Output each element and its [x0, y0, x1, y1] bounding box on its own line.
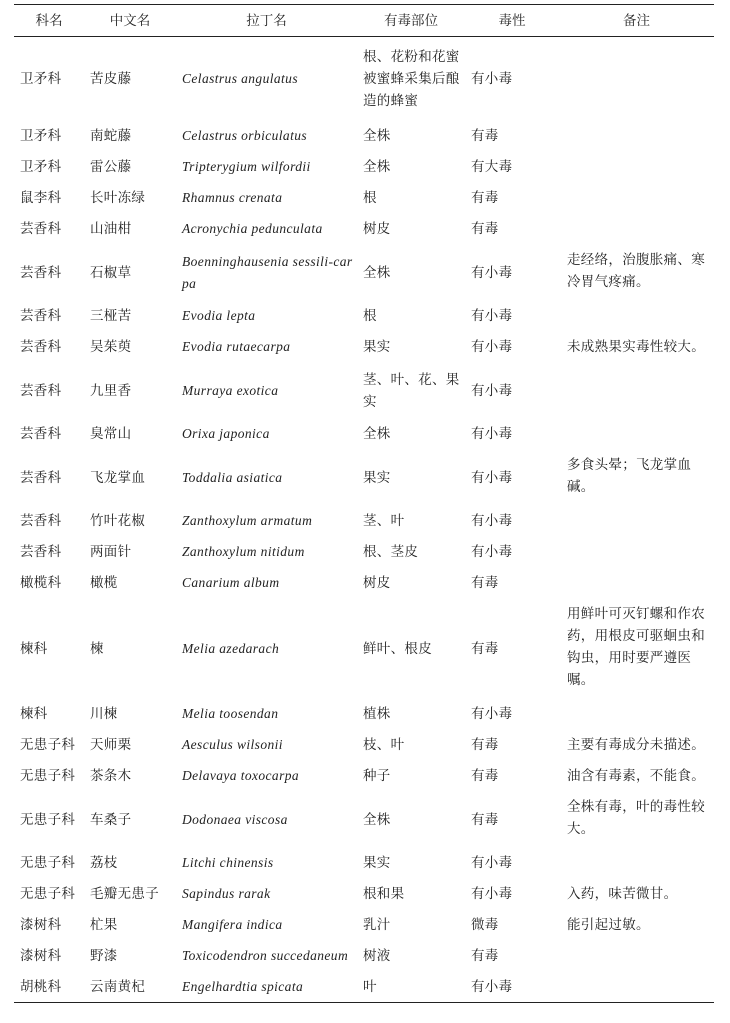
- cell-latin-name: Zanthoxylum nitidum: [182, 544, 305, 559]
- cell-toxicity: 有毒: [471, 575, 499, 591]
- cell-chinese-name: 杧果: [90, 917, 118, 933]
- cell-remarks: [559, 537, 714, 568]
- cell-remarks: [559, 301, 714, 332]
- cell-latin-name: Toxicodendron succedaneum: [182, 948, 349, 963]
- table-row: [14, 450, 714, 506]
- cell-chinese-name: 荔枝: [90, 855, 118, 871]
- cell-remarks: [559, 506, 714, 537]
- cell-latin-name: Delavaya toxocarpa: [182, 768, 300, 783]
- cell-chinese-name: 雷公藤: [90, 159, 132, 175]
- cell-toxic-part: 根和果: [363, 886, 405, 902]
- cell-remarks: [559, 941, 714, 972]
- cell-remarks: 未成熟果实毒性较大。: [567, 338, 705, 355]
- cell-latin-name: Engelhardtia spicata: [176, 972, 357, 1003]
- cell-chinese-name: 云南黄杞: [84, 972, 176, 1003]
- cell-toxic-part: 鲜叶、根皮: [363, 640, 432, 657]
- cell-toxic-part: 果实: [363, 855, 391, 871]
- cell-remarks: [559, 419, 714, 450]
- cell-toxic-part: 全株: [363, 426, 391, 442]
- cell-family: 无患子科: [20, 768, 76, 784]
- table-row: [14, 941, 714, 972]
- cell-family: 鼠李科: [20, 190, 62, 206]
- cell-toxicity: 有小毒: [471, 513, 513, 529]
- table-row: [14, 537, 714, 568]
- table-row: [14, 214, 714, 245]
- header-row: [14, 5, 714, 37]
- cell-family: 芸香科: [20, 426, 62, 442]
- table-body: [14, 37, 714, 1003]
- cell-family: 芸香科: [20, 544, 62, 560]
- cell-remarks: 能引起过敏。: [567, 916, 650, 933]
- cell-latin-name: Sapindus rarak: [182, 886, 271, 901]
- header-toxicity: 毒性: [465, 5, 559, 37]
- cell-chinese-name: 天师栗: [90, 737, 132, 753]
- header-remarks: 备注: [559, 5, 714, 37]
- cell-latin-name: Zanthoxylum armatum: [182, 513, 313, 528]
- cell-remarks: 油含有毒素，不能食。: [567, 767, 705, 784]
- table-row: [14, 792, 714, 848]
- cell-toxic-part: 树液: [363, 948, 391, 964]
- cell-chinese-name: 川楝: [90, 706, 118, 722]
- cell-toxicity: 有小毒: [471, 544, 513, 560]
- cell-latin-name: Rhamnus crenata: [182, 190, 283, 205]
- cell-toxicity: 有小毒: [465, 972, 559, 1003]
- cell-remarks: 主要有毒成分未描述。: [567, 736, 705, 753]
- cell-remarks: [559, 699, 714, 730]
- cell-latin-name: Mangifera indica: [182, 917, 283, 932]
- cell-latin-name: Celastrus orbiculatus: [182, 128, 308, 143]
- header-latin-name: 拉丁名: [176, 5, 357, 37]
- cell-toxicity: 有小毒: [471, 469, 513, 486]
- table-row: [14, 121, 714, 152]
- header-toxic-part: 有毒部位: [357, 5, 465, 37]
- cell-remarks: 用鲜叶可灭钉螺和作农药，用根皮可驱蛔虫和钩虫，用时要严遵医嘱。: [567, 605, 705, 688]
- cell-chinese-name: 竹叶花椒: [90, 513, 146, 529]
- table-row: [14, 245, 714, 301]
- cell-family: 芸香科: [20, 221, 62, 237]
- cell-remarks: [559, 37, 714, 121]
- cell-toxic-part: 植株: [363, 706, 391, 722]
- cell-chinese-name: 楝: [90, 640, 104, 657]
- cell-family: 漆树科: [20, 917, 62, 933]
- cell-toxicity: 有毒: [471, 811, 499, 828]
- cell-family: 卫矛科: [20, 70, 62, 87]
- cell-latin-name: Murraya exotica: [182, 382, 279, 398]
- table-row: [14, 910, 714, 941]
- cell-chinese-name: 橄榄: [90, 575, 118, 591]
- table-row: [14, 699, 714, 730]
- cell-toxic-part: 根: [363, 308, 377, 324]
- cell-family: 卫矛科: [20, 128, 62, 144]
- cell-family: 芸香科: [20, 469, 62, 486]
- cell-chinese-name: 毛瓣无患子: [90, 886, 159, 902]
- cell-toxicity: 有毒: [471, 768, 499, 784]
- cell-remarks: [559, 848, 714, 879]
- cell-remarks: [559, 121, 714, 152]
- cell-toxic-part: 叶: [357, 972, 465, 1003]
- table-row: [14, 972, 714, 1003]
- cell-toxic-part: 乳汁: [363, 917, 391, 933]
- cell-family: 楝科: [20, 640, 48, 657]
- cell-toxic-part: 果实: [363, 339, 391, 355]
- cell-toxicity: 有小毒: [471, 886, 513, 902]
- header-chinese-name: 中文名: [84, 5, 176, 37]
- cell-family: 橄榄科: [20, 575, 62, 591]
- cell-toxic-part: 全株: [363, 811, 391, 828]
- cell-toxic-part: 全株: [363, 159, 391, 175]
- cell-remarks: 走经络，治腹胀痛、寒冷胃气疼痛。: [567, 251, 705, 290]
- cell-family: 芸香科: [20, 339, 62, 355]
- cell-chinese-name: 长叶冻绿: [90, 190, 146, 206]
- cell-latin-name: Canarium album: [182, 575, 280, 590]
- cell-toxicity: 有小毒: [471, 339, 513, 355]
- cell-chinese-name: 野漆: [90, 948, 118, 964]
- cell-latin-name: Tripterygium wilfordii: [182, 159, 311, 174]
- cell-toxic-part: 茎、叶、花、果实: [363, 371, 460, 410]
- cell-latin-name: Orixa japonica: [182, 426, 270, 441]
- cell-family: 芸香科: [20, 513, 62, 529]
- cell-latin-name: Celastrus angulatus: [182, 70, 298, 86]
- cell-family: 无患子科: [20, 811, 76, 828]
- table-row: [14, 183, 714, 214]
- cell-chinese-name: 茶条木: [90, 768, 132, 784]
- cell-toxic-part: 树皮: [363, 575, 391, 591]
- cell-toxicity: 有毒: [471, 190, 499, 206]
- table-row: [14, 152, 714, 183]
- cell-family: 胡桃科: [14, 972, 84, 1003]
- cell-toxicity: 有小毒: [471, 264, 513, 281]
- cell-toxic-part: 种子: [363, 768, 391, 784]
- cell-remarks: [559, 568, 714, 599]
- cell-remarks: 入药，味苦微甘。: [567, 885, 678, 902]
- cell-chinese-name: 三桠苦: [90, 308, 132, 324]
- cell-latin-name: Melia toosendan: [182, 706, 279, 721]
- toxic-plants-table: [14, 4, 714, 1003]
- cell-family: 芸香科: [20, 308, 62, 324]
- cell-chinese-name: 苦皮藤: [90, 70, 132, 87]
- cell-toxicity: 有毒: [471, 948, 499, 964]
- cell-remarks: [559, 183, 714, 214]
- cell-toxicity: 有小毒: [471, 426, 513, 442]
- cell-toxicity: 有毒: [471, 640, 499, 657]
- cell-toxic-part: 根: [363, 190, 377, 206]
- table-row: [14, 848, 714, 879]
- cell-latin-name: Aesculus wilsonii: [182, 737, 283, 752]
- cell-family: 芸香科: [20, 382, 62, 399]
- table-row: [14, 568, 714, 599]
- header-family: 科名: [14, 5, 84, 37]
- cell-toxic-part: 全株: [363, 264, 391, 281]
- table-row: [14, 730, 714, 761]
- table-row: [14, 332, 714, 363]
- cell-family: 芸香科: [20, 264, 62, 281]
- cell-latin-name: Dodonaea viscosa: [182, 811, 288, 827]
- cell-toxicity: 有毒: [471, 737, 499, 753]
- cell-toxicity: 有小毒: [471, 70, 513, 87]
- cell-latin-name: Evodia lepta: [182, 308, 256, 323]
- cell-chinese-name: 车桑子: [90, 811, 132, 828]
- cell-family: 楝科: [20, 706, 48, 722]
- cell-toxicity: 有小毒: [471, 706, 513, 722]
- table-header: [14, 5, 714, 37]
- cell-toxic-part: 枝、叶: [363, 737, 405, 753]
- cell-toxic-part: 根、花粉和花蜜被蜜蜂采集后酿造的蜂蜜: [363, 48, 460, 109]
- cell-toxicity: 有毒: [471, 221, 499, 237]
- cell-chinese-name: 飞龙掌血: [90, 469, 146, 486]
- table-row: [14, 879, 714, 910]
- cell-latin-name: Litchi chinensis: [182, 855, 274, 870]
- cell-chinese-name: 山油柑: [90, 221, 132, 237]
- table-row: [14, 761, 714, 792]
- cell-toxicity: 有小毒: [471, 855, 513, 871]
- cell-toxicity: 有毒: [471, 128, 499, 144]
- table-row: [14, 419, 714, 450]
- table-row: [14, 301, 714, 332]
- cell-chinese-name: 九里香: [90, 382, 132, 399]
- cell-toxicity: 有小毒: [471, 308, 513, 324]
- cell-chinese-name: 石椒草: [90, 264, 132, 281]
- cell-remarks: [559, 214, 714, 245]
- cell-remarks: 多食头晕；飞龙掌血碱。: [567, 456, 692, 495]
- cell-toxicity: 有小毒: [471, 382, 513, 399]
- cell-toxicity: 有大毒: [471, 159, 513, 175]
- cell-latin-name: Acronychia pedunculata: [182, 221, 323, 236]
- cell-chinese-name: 南蛇藤: [90, 128, 132, 144]
- table-row: [14, 599, 714, 699]
- cell-latin-name: Toddalia asiatica: [182, 469, 283, 485]
- table-row: [14, 506, 714, 537]
- cell-chinese-name: 两面针: [90, 544, 132, 560]
- cell-latin-name: Boenninghausenia sessili-carpa: [182, 253, 353, 291]
- cell-toxic-part: 树皮: [363, 221, 391, 237]
- cell-latin-name: Melia azedarach: [182, 640, 280, 656]
- table-row: [14, 363, 714, 419]
- cell-toxic-part: 果实: [363, 469, 391, 486]
- cell-chinese-name: 吴茱萸: [90, 339, 132, 355]
- cell-remarks: [559, 152, 714, 183]
- cell-toxicity: 微毒: [471, 917, 499, 933]
- cell-toxic-part: 茎、叶: [363, 513, 405, 529]
- cell-remarks: [559, 972, 714, 1003]
- cell-latin-name: Evodia rutaecarpa: [182, 339, 291, 354]
- cell-remarks: 全株有毒，叶的毒性较大。: [567, 798, 705, 837]
- cell-family: 无患子科: [20, 855, 76, 871]
- cell-chinese-name: 臭常山: [90, 426, 132, 442]
- cell-toxic-part: 根、茎皮: [363, 544, 419, 560]
- cell-remarks: [559, 363, 714, 419]
- cell-family: 卫矛科: [20, 159, 62, 175]
- cell-family: 无患子科: [20, 737, 76, 753]
- table-row: [14, 37, 714, 121]
- cell-family: 漆树科: [20, 948, 62, 964]
- cell-family: 无患子科: [20, 886, 76, 902]
- cell-toxic-part: 全株: [363, 128, 391, 144]
